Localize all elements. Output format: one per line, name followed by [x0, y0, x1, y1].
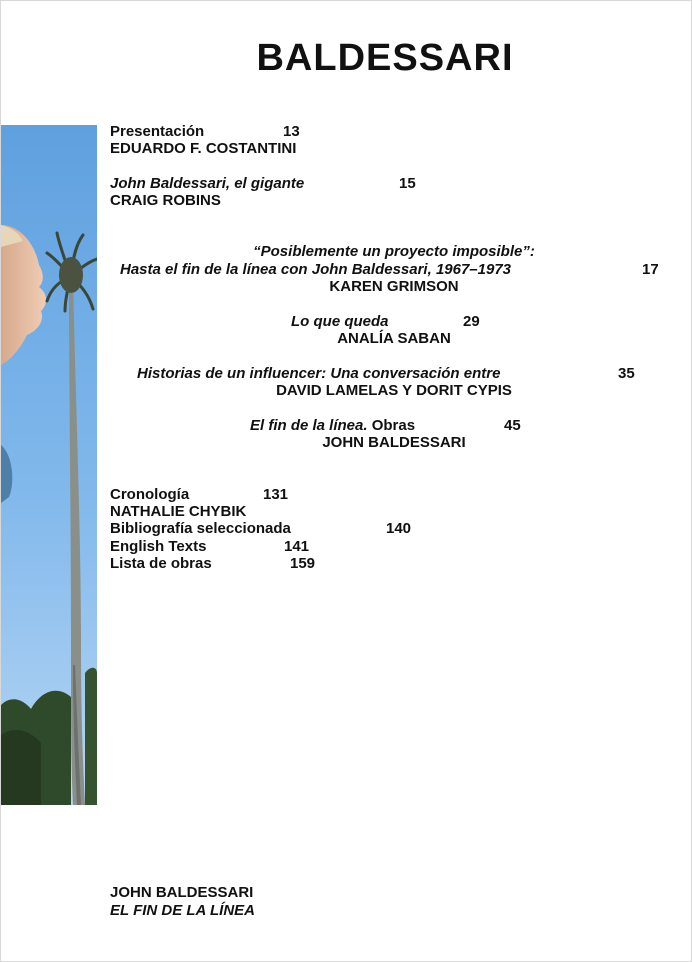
toc-title-obras-regular: Obras: [371, 417, 416, 434]
toc-author-posiblemente: KAREN GRIMSON: [329, 278, 459, 295]
toc-title-lista[interactable]: Lista de obras: [110, 555, 212, 572]
toc-page-presentacion: 13: [283, 123, 300, 140]
toc-title-bibliografia[interactable]: Bibliografía seleccionada: [110, 520, 291, 537]
toc-title-presentacion[interactable]: Presentación: [110, 123, 205, 140]
toc-title-obras[interactable]: [250, 417, 415, 434]
toc-title-english[interactable]: English Texts: [110, 538, 207, 555]
footer-title: EL FIN DE LA LÍNEA: [110, 902, 256, 919]
toc-page-loque: 29: [463, 313, 480, 330]
toc-title-cronologia[interactable]: Cronología: [110, 486, 190, 503]
cover-photo-strip: [1, 125, 97, 805]
toc-page-posiblemente: 17: [642, 261, 659, 278]
toc-page-obras: 45: [504, 417, 521, 434]
toc-author-obras: JOHN BALDESSARI: [322, 434, 466, 451]
toc-title-historias[interactable]: Historias de un influencer: Una conversación entre: [137, 365, 501, 382]
toc-page-lista: 159: [290, 555, 316, 572]
toc-author-cronologia: NATHALIE CHYBIK: [110, 503, 247, 520]
toc-page-bibliografia: 140: [386, 520, 412, 537]
toc-author-presentacion: EDUARDO F. COSTANTINI: [110, 140, 297, 157]
palm-tree-photo: [1, 125, 97, 805]
toc-author-historias: DAVID LAMELAS Y DORIT CYPIS: [276, 382, 512, 399]
toc-author-loque: ANALÍA SABAN: [337, 330, 451, 347]
toc-title-posiblemente-line1[interactable]: “Posiblemente un proyecto imposible”:: [253, 243, 535, 260]
toc-page-gigante: 15: [399, 175, 416, 192]
toc-title-loque[interactable]: Lo que queda: [291, 313, 389, 330]
toc-page-historias: 35: [618, 365, 635, 382]
book-title: BALDESSARI: [256, 37, 514, 79]
toc-page-cronologia: 131: [263, 486, 289, 503]
toc-title-posiblemente-line2[interactable]: Hasta el fin de la línea con John Baldessari, 1967–1973: [120, 261, 512, 278]
toc-author-gigante: CRAIG ROBINS: [110, 192, 221, 209]
toc-title-obras-italic: El fin de la línea.: [250, 417, 368, 434]
footer-author: JOHN BALDESSARI: [110, 884, 254, 901]
toc-title-gigante[interactable]: John Baldessari, el gigante: [110, 175, 305, 192]
toc-page-english: 141: [284, 538, 310, 555]
